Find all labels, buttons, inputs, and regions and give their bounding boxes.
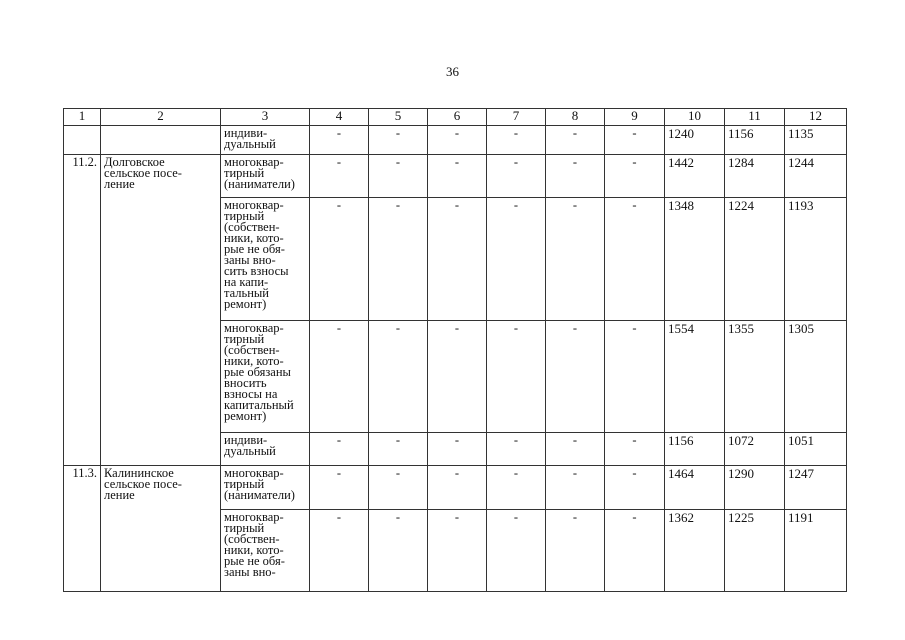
table-cell: -	[310, 126, 369, 155]
header-cell: 12	[785, 109, 847, 126]
table-cell: -	[546, 155, 605, 198]
value-cell: 1464	[665, 466, 725, 510]
housing-type-cell: многоквар- тирный (наниматели)	[221, 466, 310, 510]
table-cell: -	[369, 321, 428, 433]
row-number-cell: 11.2.	[64, 155, 101, 466]
table-cell: -	[428, 198, 487, 321]
header-row	[64, 109, 847, 126]
value-cell: 1442	[665, 155, 725, 198]
row-number-cell: 11.3.	[64, 466, 101, 592]
table-cell: -	[428, 466, 487, 510]
table-row	[64, 126, 847, 155]
value-cell: 1554	[665, 321, 725, 433]
housing-type-cell: индиви- дуальный	[221, 126, 310, 155]
header-cell: 7	[487, 109, 546, 126]
table-cell: -	[546, 466, 605, 510]
table-cell: -	[605, 126, 665, 155]
table-cell: -	[428, 155, 487, 198]
header-cell: 9	[605, 109, 665, 126]
header-cell: 5	[369, 109, 428, 126]
table-cell: -	[310, 466, 369, 510]
housing-type-cell: индиви- дуальный	[221, 433, 310, 466]
table-row	[64, 155, 847, 198]
table-cell: -	[369, 433, 428, 466]
table-cell: -	[369, 198, 428, 321]
value-cell: 1247	[785, 466, 847, 510]
tariff-table	[63, 108, 847, 592]
table-cell: -	[310, 155, 369, 198]
table-cell: -	[605, 466, 665, 510]
value-cell: 1305	[785, 321, 847, 433]
header-cell: 11	[725, 109, 785, 126]
table-cell: -	[428, 433, 487, 466]
value-cell: 1362	[665, 510, 725, 592]
header-cell: 10	[665, 109, 725, 126]
table-cell: -	[369, 126, 428, 155]
row-number-cell	[64, 126, 101, 155]
value-cell: 1244	[785, 155, 847, 198]
table-cell: -	[428, 321, 487, 433]
table-cell: -	[605, 198, 665, 321]
header-cell: 3	[221, 109, 310, 126]
table-cell: -	[487, 466, 546, 510]
value-cell: 1348	[665, 198, 725, 321]
header-cell: 8	[546, 109, 605, 126]
value-cell: 1225	[725, 510, 785, 592]
table-cell: -	[428, 126, 487, 155]
table-cell: -	[546, 198, 605, 321]
value-cell: 1051	[785, 433, 847, 466]
table-cell: -	[605, 510, 665, 592]
table-cell: -	[310, 198, 369, 321]
table-row	[64, 466, 847, 510]
settlement-name-cell: Долговское сельское посе- ление	[101, 155, 221, 466]
settlement-name-cell: Калининское сельское посе- ление	[101, 466, 221, 592]
table-cell: -	[369, 510, 428, 592]
table-cell: -	[605, 433, 665, 466]
value-cell: 1135	[785, 126, 847, 155]
header-cell: 4	[310, 109, 369, 126]
table-cell: -	[369, 466, 428, 510]
header-cell: 6	[428, 109, 487, 126]
header-cell: 2	[101, 109, 221, 126]
value-cell: 1355	[725, 321, 785, 433]
value-cell: 1193	[785, 198, 847, 321]
page-number: 36	[446, 64, 459, 79]
value-cell: 1191	[785, 510, 847, 592]
table-cell: -	[487, 510, 546, 592]
table-cell: -	[310, 321, 369, 433]
table-cell: -	[487, 321, 546, 433]
table-cell: -	[310, 433, 369, 466]
table-cell: -	[428, 510, 487, 592]
table-cell: -	[546, 126, 605, 155]
table-cell: -	[546, 510, 605, 592]
value-cell: 1156	[665, 433, 725, 466]
housing-type-cell: многоквар- тирный (собствен- ники, кото- рые обязаны вносить взносы на капитальный ремонт)	[221, 321, 310, 433]
table-cell: -	[487, 126, 546, 155]
housing-type-cell: многоквар- тирный (собствен- ники, кото- рые не обя- заны вно-	[221, 510, 310, 592]
housing-type-cell: многоквар- тирный (наниматели)	[221, 155, 310, 198]
table-cell: -	[487, 198, 546, 321]
value-cell: 1156	[725, 126, 785, 155]
value-cell: 1284	[725, 155, 785, 198]
settlement-name-cell	[101, 126, 221, 155]
value-cell: 1240	[665, 126, 725, 155]
table-cell: -	[487, 155, 546, 198]
table-cell: -	[605, 321, 665, 433]
header-cell: 1	[64, 109, 101, 126]
table-cell: -	[310, 510, 369, 592]
value-cell: 1290	[725, 466, 785, 510]
table-cell: -	[605, 155, 665, 198]
housing-type-cell: многоквар- тирный (собствен- ники, кото- рые не обя- заны вно- сить взносы на капи- тальный ремонт)	[221, 198, 310, 321]
table-cell: -	[369, 155, 428, 198]
value-cell: 1072	[725, 433, 785, 466]
table-cell: -	[546, 321, 605, 433]
table-cell: -	[487, 433, 546, 466]
table-cell: -	[546, 433, 605, 466]
value-cell: 1224	[725, 198, 785, 321]
